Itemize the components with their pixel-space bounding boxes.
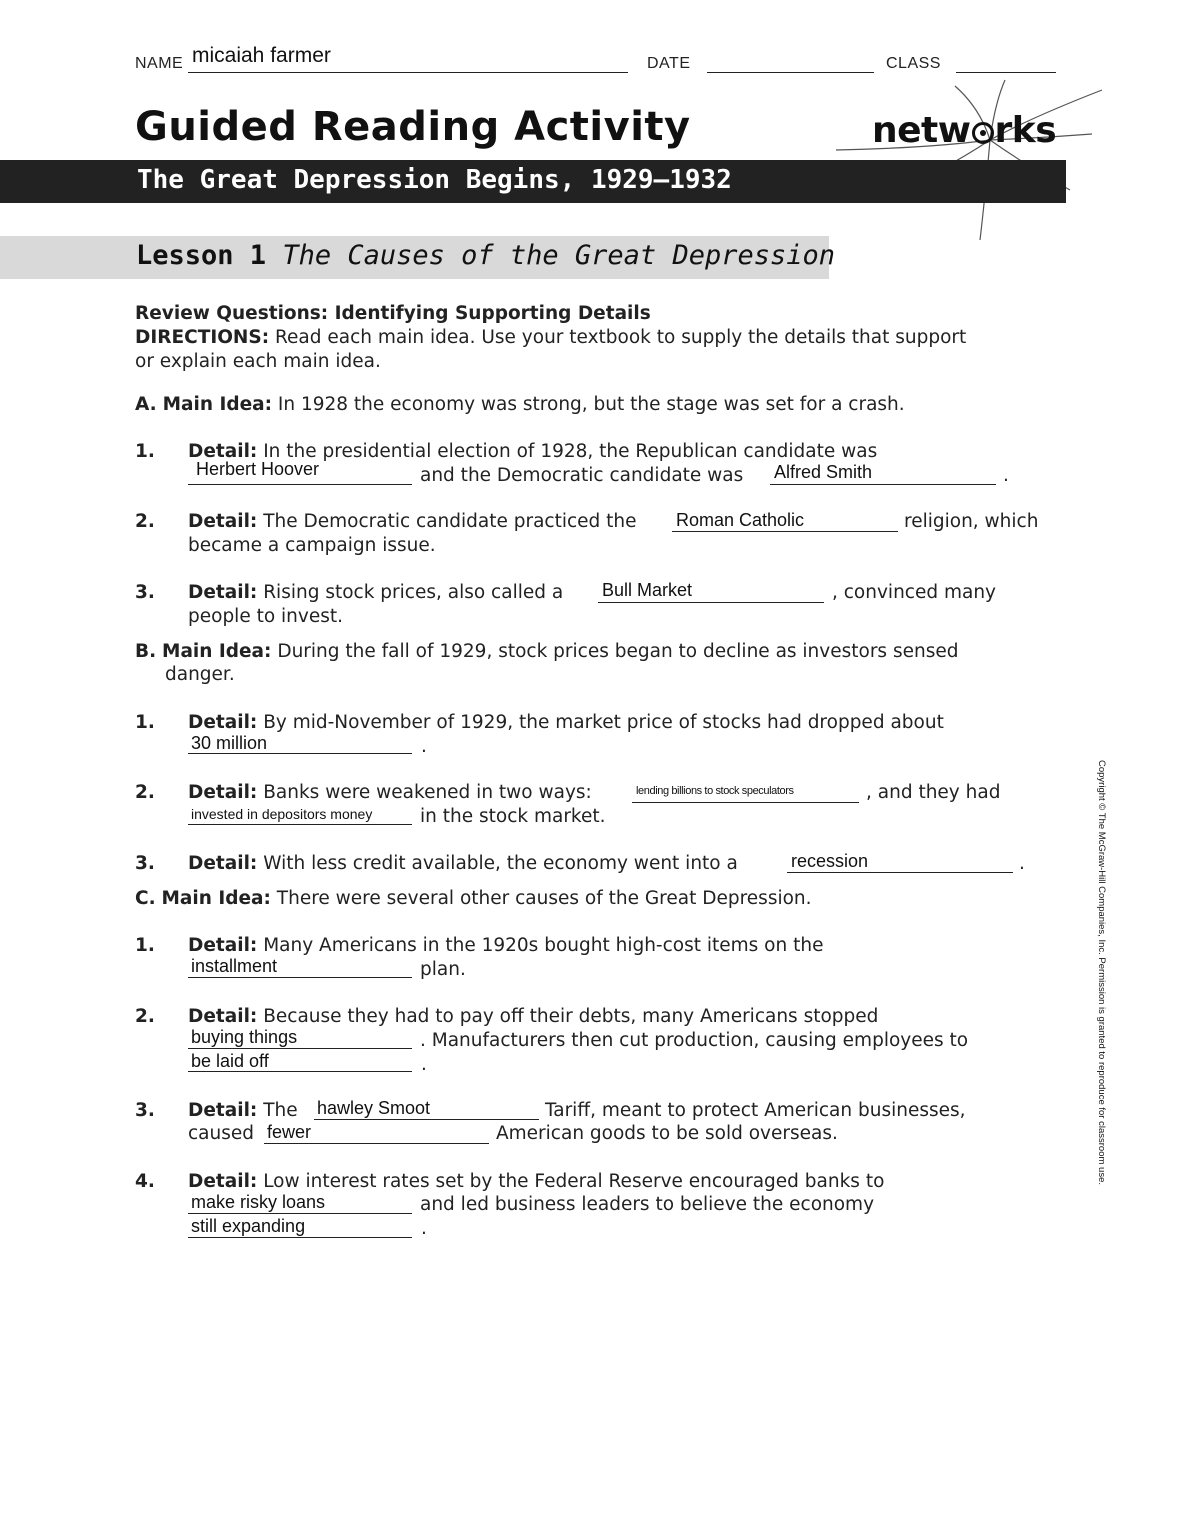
detail-c1-number: 1. (135, 935, 155, 956)
lesson-title (136, 240, 835, 271)
main-idea-a: A. Main Idea: In 1928 the economy was strong, but the stage was set for a crash. (135, 394, 905, 415)
detail-a1-text: Detail: In the presidential election of 1928, the Republican candidate was (188, 441, 878, 462)
networks-logo: netw rks (872, 110, 1057, 151)
period: . (1003, 465, 1009, 486)
answer-line (188, 753, 412, 754)
detail-a3-text-3: people to invest. (188, 606, 344, 627)
answer-line (188, 1048, 412, 1049)
answer-line (188, 1071, 412, 1072)
answer-line (188, 484, 412, 485)
lesson-name: The Causes of the Great Depression (282, 240, 835, 271)
main-idea-b-line-2: danger. (165, 664, 235, 685)
answer-still-expanding[interactable]: still expanding (191, 1216, 306, 1236)
detail-a3-number: 3. (135, 582, 155, 603)
detail-a3-text-2: , convinced many (832, 582, 996, 603)
detail-b1-text: Detail: By mid-November of 1929, the market price of stocks had dropped about (188, 712, 944, 733)
unit-title: The Great Depression Begins, 1929–1932 (137, 165, 732, 195)
detail-c3-text: Detail: The (188, 1100, 298, 1121)
answer-roman-catholic[interactable]: Roman Catholic (676, 510, 805, 530)
answer-line (598, 602, 824, 603)
date-field-line[interactable] (707, 72, 874, 73)
detail-b3-number: 3. (135, 853, 155, 874)
period: . (421, 1054, 427, 1075)
name-field-line (188, 72, 628, 73)
detail-c3-text-2: Tariff, meant to protect American businesses, (545, 1100, 966, 1121)
detail-c3-number: 3. (135, 1100, 155, 1121)
answer-line (770, 484, 996, 485)
period: . (421, 736, 427, 757)
answer-hawley-smoot[interactable]: hawley Smoot (317, 1098, 431, 1118)
answer-be-laid-off[interactable]: be laid off (191, 1051, 269, 1071)
detail-c3-text-4: American goods to be sold overseas. (496, 1123, 838, 1144)
detail-a3-text: Detail: Rising stock prices, also called a (188, 582, 564, 603)
answer-make-risky-loans[interactable]: make risky loans (191, 1192, 326, 1212)
detail-c1-text-2: plan. (420, 959, 466, 980)
answer-line (632, 802, 859, 803)
detail-b2-text-2: , and they had (866, 782, 1001, 803)
answer-herbert-hoover[interactable]: Herbert Hoover (196, 459, 320, 479)
directions-line-1: DIRECTIONS: Read each main idea. Use your textbook to supply the details that support (135, 327, 967, 348)
copyright-notice: Copyright © The McGraw-Hill Companies, Inc. Permission is granted to reproduce for classroom use. (1096, 760, 1107, 1185)
detail-b2-text-3: in the stock market. (420, 806, 606, 827)
name-label: NAME (135, 55, 184, 72)
answer-30-million[interactable]: 30 million (191, 733, 268, 753)
detail-c4-text: Detail: Low interest rates set by the Federal Reserve encouraged banks to (188, 1171, 885, 1192)
detail-a2-text-2: religion, which (904, 511, 1039, 532)
detail-b3-text: Detail: With less credit available, the economy went into a (188, 853, 738, 874)
detail-a2-number: 2. (135, 511, 155, 532)
main-idea-b: B. Main Idea: During the fall of 1929, stock prices began to decline as investors sensed (135, 641, 959, 662)
detail-b2-text: Detail: Banks were weakened in two ways: (188, 782, 592, 803)
detail-b2-number: 2. (135, 782, 155, 803)
answer-line (188, 824, 412, 825)
answer-line (264, 1143, 489, 1144)
detail-a2-text: Detail: The Democratic candidate practiced the (188, 511, 637, 532)
detail-c2-number: 2. (135, 1006, 155, 1027)
detail-a1-number: 1. (135, 441, 155, 462)
main-idea-c: C. Main Idea: There were several other causes of the Great Depression. (135, 888, 812, 909)
answer-recession[interactable]: recession (791, 851, 869, 871)
answer-line (188, 1213, 412, 1214)
class-label: CLASS (886, 55, 941, 72)
answer-bull-market[interactable]: Bull Market (602, 580, 693, 600)
answer-fewer[interactable]: fewer (267, 1122, 312, 1142)
detail-a1-text-2: and the Democratic candidate was (420, 465, 744, 486)
name-field-value[interactable]: micaiah farmer (192, 44, 331, 67)
detail-c4-text-2: and led business leaders to believe the economy (420, 1194, 875, 1215)
detail-c2-text: Detail: Because they had to pay off their debts, many Americans stopped (188, 1006, 879, 1027)
answer-invested-in-depositors-money[interactable]: invested in depositors money (191, 806, 373, 822)
detail-c4-number: 4. (135, 1171, 155, 1192)
detail-a2-text-3: became a campaign issue. (188, 535, 436, 556)
detail-c3-text-3: caused (188, 1123, 254, 1144)
period: . (421, 1218, 427, 1239)
directions-line-2: or explain each main idea. (135, 351, 381, 372)
answer-line (188, 1237, 412, 1238)
review-heading: Review Questions: Identifying Supporting Details (135, 303, 651, 324)
answer-line (787, 872, 1013, 873)
answer-line (188, 977, 412, 978)
detail-b1-number: 1. (135, 712, 155, 733)
answer-alfred-smith[interactable]: Alfred Smith (774, 462, 873, 482)
detail-c1-text: Detail: Many Americans in the 1920s bought high-cost items on the (188, 935, 824, 956)
class-field-line[interactable] (956, 72, 1056, 73)
answer-line (672, 531, 898, 532)
detail-c2-text-2: . Manufacturers then cut production, causing employees to (420, 1030, 969, 1051)
page-title: Guided Reading Activity (135, 104, 691, 150)
answer-line (314, 1119, 539, 1120)
logo-o-icon (972, 122, 994, 144)
answer-installment[interactable]: installment (191, 956, 278, 976)
lesson-number: Lesson 1 (136, 240, 267, 271)
period: . (1019, 853, 1025, 874)
answer-buying-things[interactable]: buying things (191, 1027, 298, 1047)
date-label: DATE (647, 55, 691, 72)
answer-lending-billions[interactable]: lending billions to stock speculators (636, 785, 794, 797)
